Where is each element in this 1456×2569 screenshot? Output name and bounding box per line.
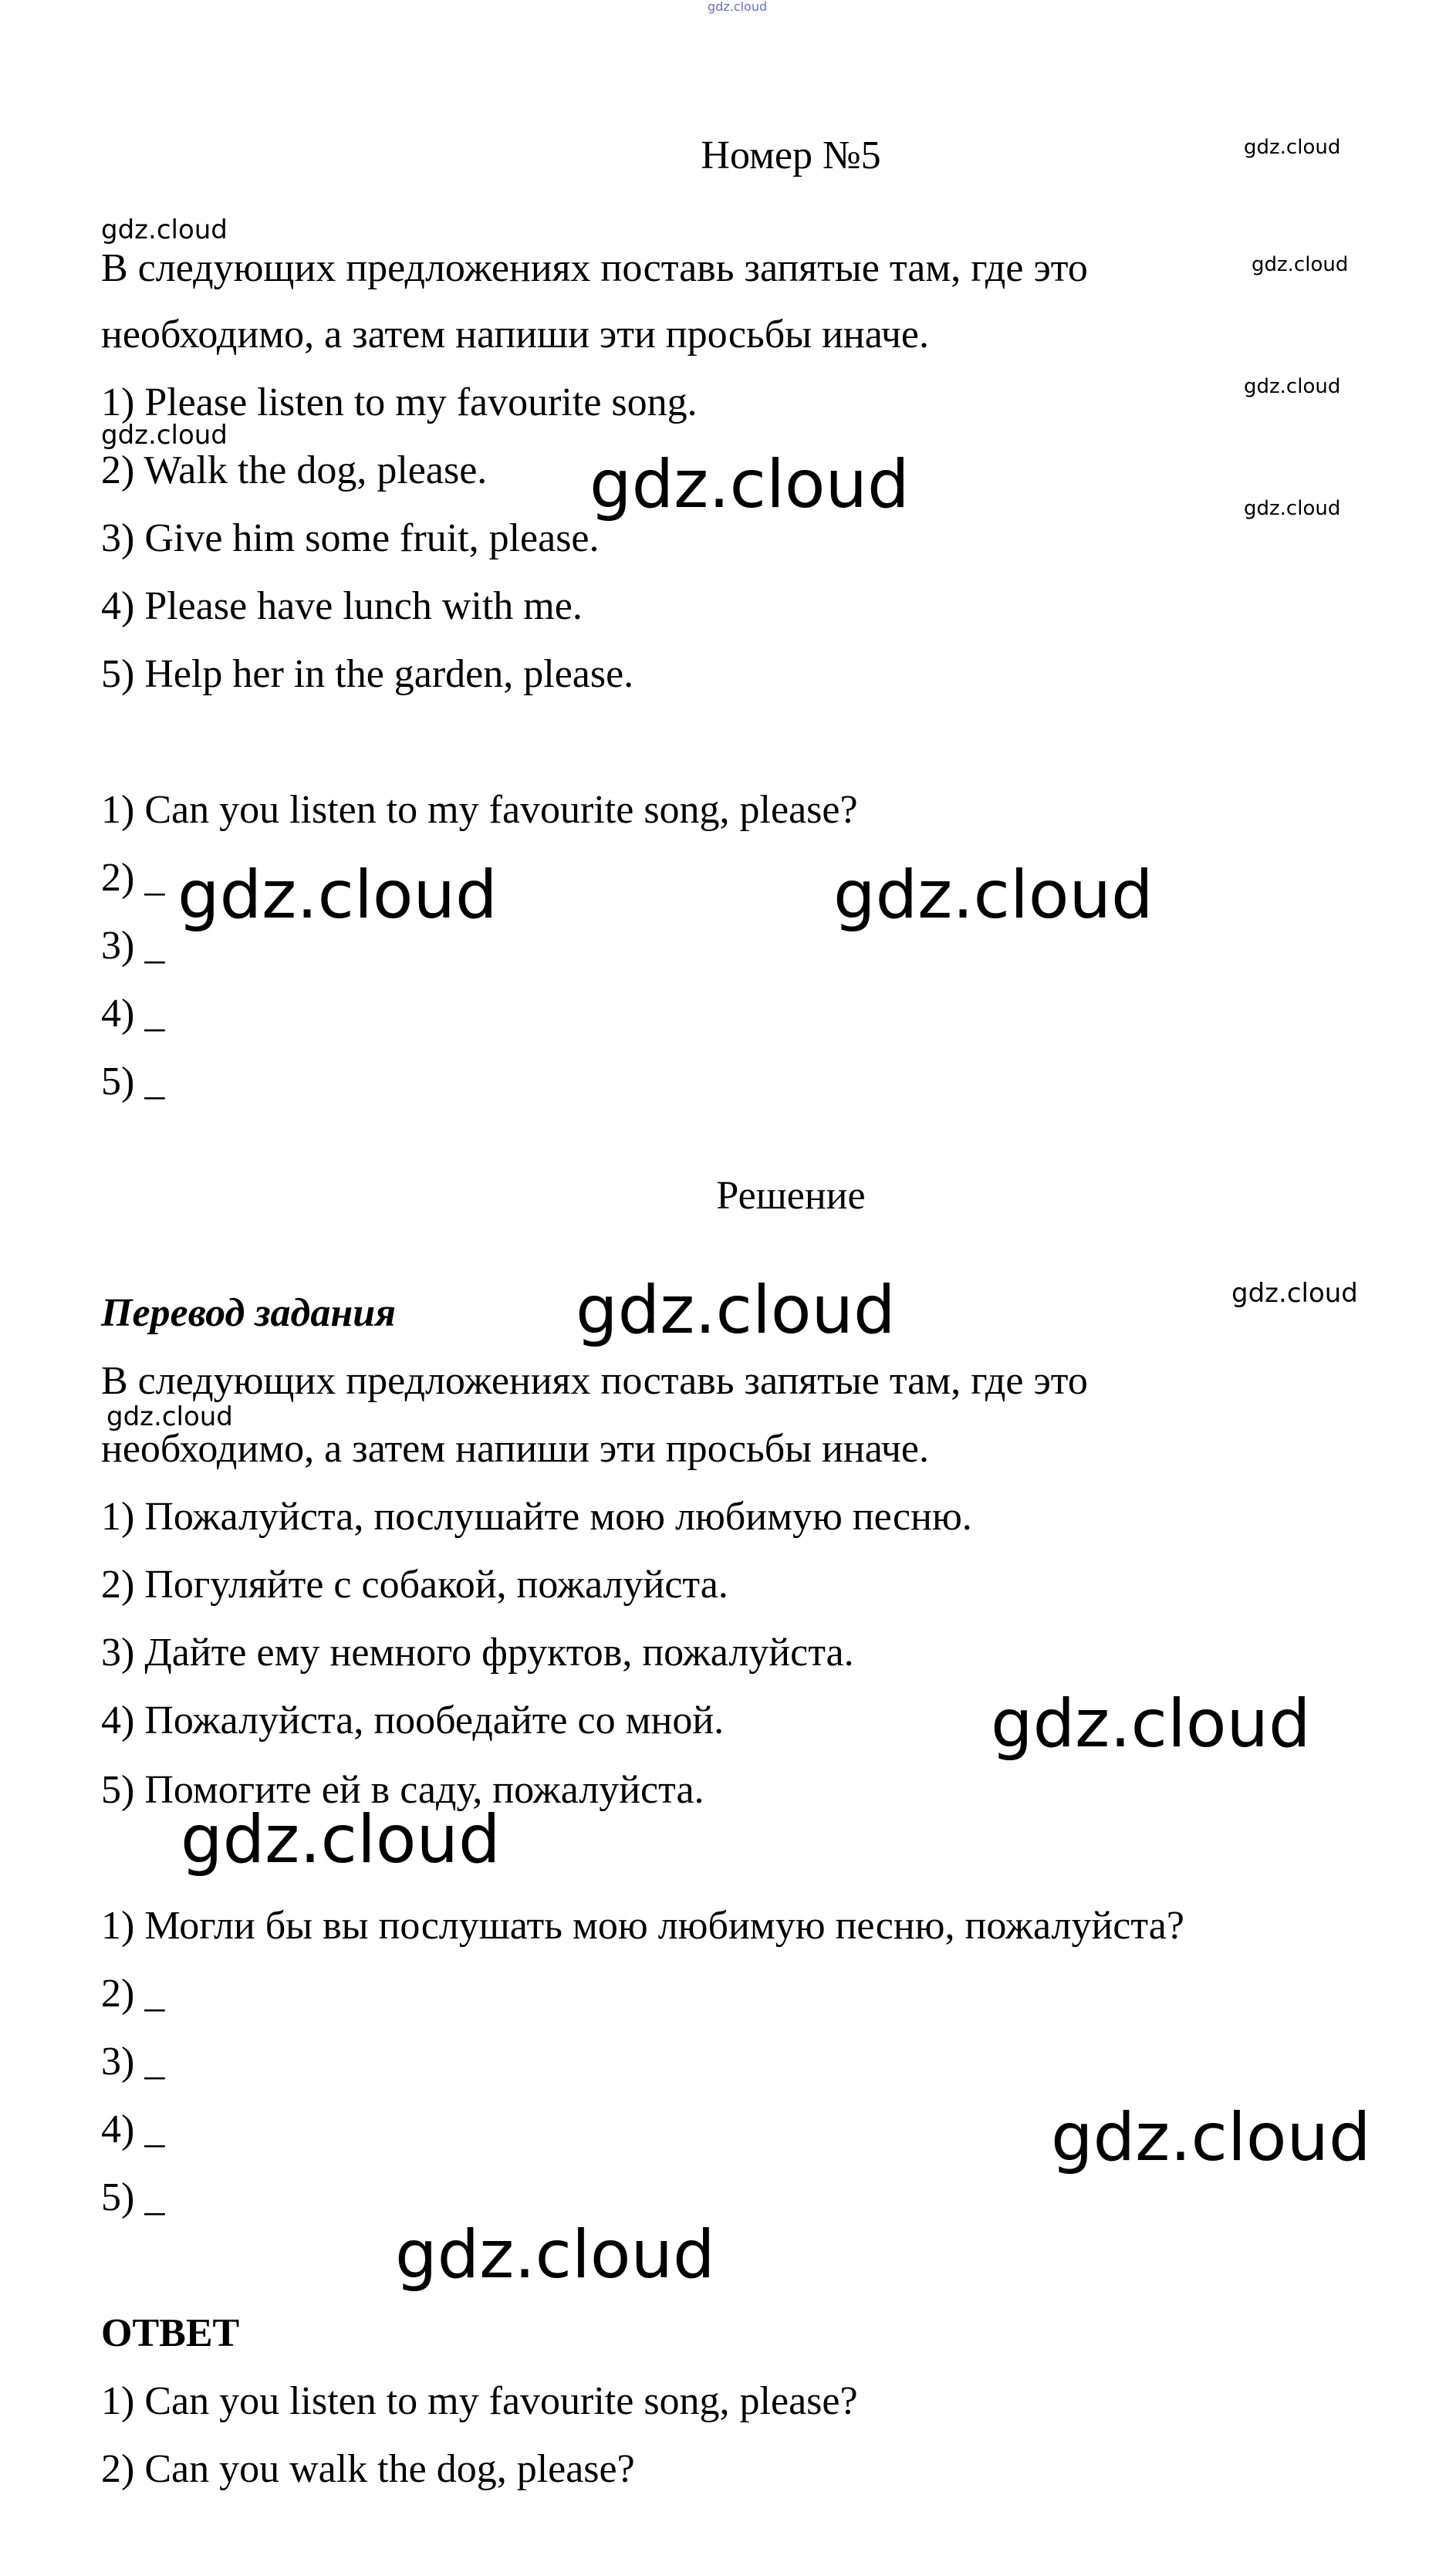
watermark: gdz.cloud: [1244, 136, 1341, 159]
task-item-1: 1) Please listen to my favourite song.: [101, 380, 698, 424]
task-answer-1: 1) Can you listen to my favourite song, please?: [101, 788, 858, 832]
answer-item-2: 2) Can you walk the dog, please?: [101, 2447, 635, 2491]
task-answer-4: 4) _: [101, 992, 165, 1036]
answer-heading: ОТВЕТ: [101, 2311, 240, 2355]
task-intro-line-2: необходимо, а затем напиши эти просьбы иначе.: [101, 313, 929, 357]
translation-answer-4: 4) _: [101, 2108, 165, 2152]
translation-answer-1: 1) Могли бы вы послушать мою любимую песню, пожалуйста?: [101, 1904, 1184, 1948]
watermark: gdz.cloud: [991, 1685, 1311, 1763]
watermark: gdz.cloud: [106, 1401, 233, 1432]
translation-item-3: 3) Дайте ему немного фруктов, пожалуйста.: [101, 1631, 854, 1675]
translation-answer-5: 5) _: [101, 2175, 165, 2219]
watermark: gdz.cloud: [101, 215, 228, 245]
task-intro-line-1: В следующих предложениях поставь запятые там, где это: [101, 246, 1088, 290]
watermark: gdz.cloud: [576, 1272, 896, 1349]
watermark: gdz.cloud: [181, 1801, 501, 1878]
task-item-4: 4) Please have lunch with me.: [101, 584, 583, 628]
translation-answer-3: 3) _: [101, 2040, 165, 2084]
answer-item-1: 1) Can you listen to my favourite song, please?: [101, 2379, 858, 2423]
watermark: gdz.cloud: [1244, 497, 1341, 520]
task-item-3: 3) Give him some fruit, please.: [101, 516, 600, 560]
task-answer-3: 3) _: [101, 924, 165, 968]
translation-item-1: 1) Пожалуйста, послушайте мою любимую песню.: [101, 1495, 972, 1539]
task-item-5: 5) Help her in the garden, please.: [101, 652, 634, 696]
watermark: gdz.cloud: [1051, 2099, 1371, 2176]
translation-item-4: 4) Пожалуйста, пообедайте со мной.: [101, 1699, 725, 1743]
translation-item-5: 5) Помогите ей в саду, пожалуйста.: [101, 1768, 704, 1812]
translation-heading: Перевод задания: [101, 1291, 396, 1335]
watermark: gdz.cloud: [589, 446, 910, 523]
translation-answer-2: 2) _: [101, 1972, 165, 2016]
watermark: gdz.cloud: [395, 2216, 715, 2294]
watermark: gdz.cloud: [1244, 375, 1341, 398]
watermark: gdz.cloud: [1252, 253, 1349, 276]
page-title: Номер №5: [701, 134, 881, 177]
translation-item-2: 2) Погуляйте с собакой, пожалуйста.: [101, 1563, 728, 1607]
watermark: gdz.cloud: [833, 857, 1154, 934]
task-item-2: 2) Walk the dog, please.: [101, 448, 488, 492]
translation-intro-line-2: необходимо, а затем напиши эти просьбы иначе.: [101, 1427, 929, 1471]
watermark: gdz.cloud: [708, 0, 768, 14]
task-answer-5: 5) _: [101, 1060, 165, 1104]
watermark: gdz.cloud: [1231, 1278, 1358, 1309]
translation-intro-line-1: В следующих предложениях поставь запятые там, где это: [101, 1359, 1088, 1403]
watermark: gdz.cloud: [101, 420, 228, 451]
task-answer-2: 2) _: [101, 856, 165, 900]
watermark: gdz.cloud: [177, 857, 498, 934]
solution-heading: Решение: [716, 1174, 866, 1218]
